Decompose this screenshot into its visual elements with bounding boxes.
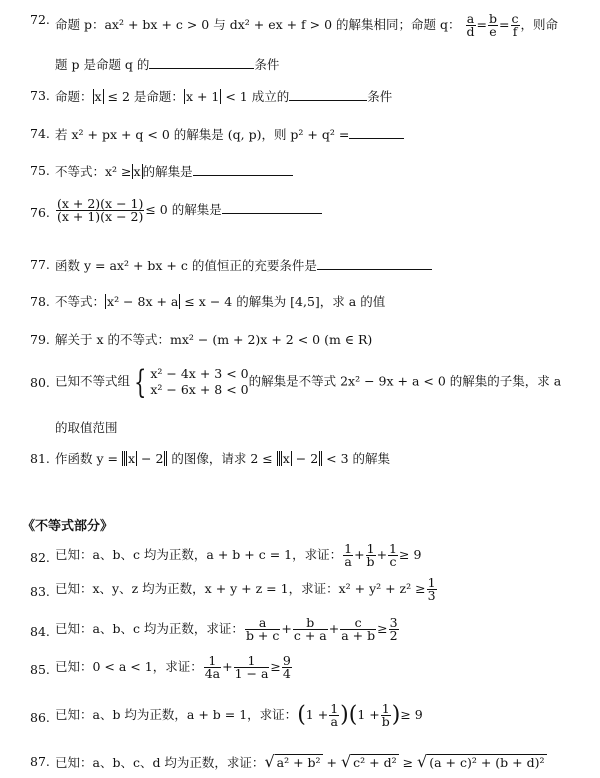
problem-text: 已知：x、y、z 均为正数，x + y + z = 1，求证：x² + y² + z² ≥: [55, 581, 426, 596]
abs-x-plus-1: x + 1: [185, 89, 220, 104]
inequality-system: x² − 4x + 3 < 0 x² − 6x + 8 < 0: [150, 366, 249, 397]
fraction-b-e: $\frac{b}{e}$: [489, 11, 498, 39]
problem-number: 79.: [30, 332, 50, 347]
answer-blank[interactable]: [149, 57, 254, 69]
problem-text: 条件: [367, 89, 393, 104]
problem-text: 已知：a、b 均为正数，a + b = 1，求证：: [55, 707, 298, 722]
answer-blank[interactable]: [349, 127, 404, 139]
problem-text: 作函数 y =: [55, 451, 118, 466]
problem-text: ≤ 2 是命题：: [107, 89, 184, 104]
problem-number: 84.: [30, 624, 50, 639]
problem-text: 已知：a、b、c 均为正数，a + b + c = 1，求证：: [55, 547, 343, 562]
problem-text: ，则命: [520, 17, 559, 32]
problem-text: 已知不等式组: [55, 373, 131, 389]
problem-number: 83.: [30, 584, 50, 599]
problem-text: ax² + bx + c > 0 与 dx² + ex + f > 0 的解集相同；命题 q：: [104, 17, 461, 32]
problem-number: 82.: [30, 550, 50, 565]
problem-text: 若 x² + px + q < 0 的解集是 (q, p)，则 p² + q² =: [55, 127, 350, 142]
problem-number: 86.: [30, 710, 50, 725]
answer-blank[interactable]: [193, 164, 293, 176]
problem-number: 73.: [30, 88, 50, 103]
problem-text: 条件: [254, 57, 280, 72]
fraction-c-f: $\frac{c}{f}$: [511, 11, 519, 39]
problem-number: 77.: [30, 257, 50, 272]
problem-text: 命题：: [55, 89, 93, 104]
problem-text: 已知：0 < a < 1，求证：: [55, 659, 203, 674]
abs-quadratic: x² − 8x + a: [107, 294, 179, 309]
nested-abs: x − 2: [122, 451, 167, 466]
problem-text: ≥ 9: [399, 547, 422, 562]
problem-text: 不等式：: [55, 294, 106, 309]
problem-text: 已知：a、b、c 均为正数，求证：: [55, 621, 244, 636]
problem-text: ≤ x − 4 的解集为 [4,5]，求 a 的值: [184, 294, 386, 309]
problem-text: 的解集是不等式 2x² − 9x + a < 0 的解集的子集，求 a: [248, 373, 562, 389]
problem-text: 不等式：x² ≥: [55, 164, 132, 179]
problem-text: 的解集是: [142, 164, 193, 179]
problem-text: 已知：a、b、c、d 均为正数，求证：: [55, 755, 265, 770]
problem-number: 81.: [30, 451, 50, 466]
answer-blank[interactable]: [222, 202, 322, 214]
system-brace: {: [134, 363, 147, 401]
problem-text: ≥ 9: [400, 707, 423, 722]
problem-text: 解关于 x 的不等式：mx² − (m + 2)x + 2 < 0 (m ∈ R): [55, 332, 373, 347]
answer-blank[interactable]: [317, 258, 432, 270]
nested-abs: x − 2: [277, 451, 322, 466]
rational-expression: $\frac{(x + 2)(x - 1)}{(x + 1)(x - 2)}$: [57, 196, 144, 224]
abs-x: x: [94, 89, 102, 104]
problem-number: 85.: [30, 662, 50, 677]
problem-text: 的取值范围: [55, 420, 118, 435]
problem-text: 函数 y = ax² + bx + c 的值恒正的充要条件是: [55, 258, 317, 273]
problem-number: 78.: [30, 294, 50, 309]
problem-text: < 1 成立的: [225, 89, 290, 104]
fraction-a-d: $\frac{a}{d}$: [466, 11, 475, 39]
problem-text: < 3 的解集: [326, 451, 391, 466]
problem-number: 87.: [30, 754, 50, 769]
problem-number: 72.: [30, 12, 50, 27]
problem-number: 74.: [30, 126, 50, 141]
abs-x: x: [133, 164, 141, 179]
problem-text: 的图像，请求 2 ≤: [171, 451, 273, 466]
section-title: 《不等式部分》: [22, 519, 114, 534]
problem-text: ≤ 0 的解集是: [145, 202, 222, 217]
answer-blank[interactable]: [289, 89, 367, 101]
problem-number: 80.: [30, 375, 50, 390]
problem-number: 75.: [30, 163, 50, 178]
problem-number: 76.: [30, 205, 50, 220]
problem-text: 题 p 是命题 q 的: [55, 57, 150, 72]
problem-text: 命题 p：: [55, 17, 105, 32]
